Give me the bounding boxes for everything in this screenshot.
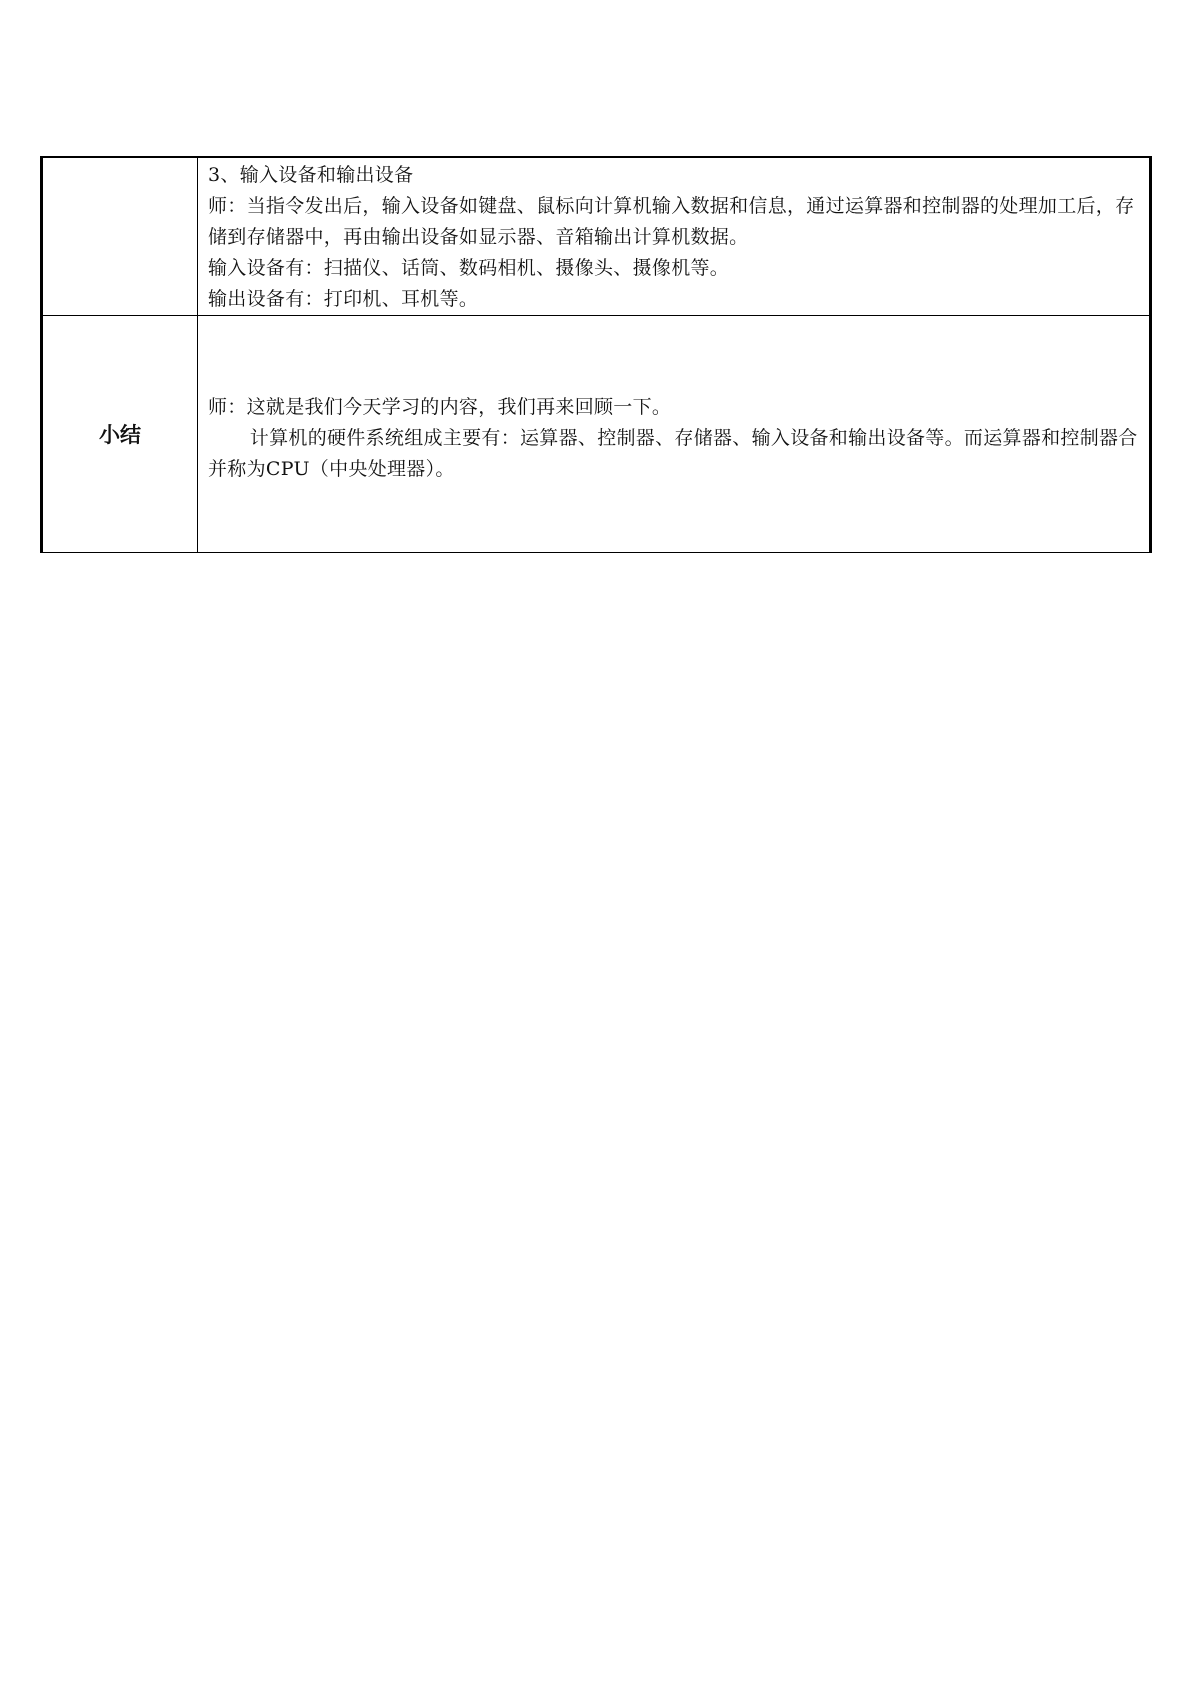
row-label-cell — [42, 157, 198, 316]
lesson-plan-table — [40, 156, 1152, 553]
summary-intro: 师：这就是我们今天学习的内容，我们再来回顾一下。 — [208, 396, 672, 418]
summary-label: 小结 — [99, 423, 141, 447]
row-content-cell — [198, 157, 1151, 316]
summary-content-cell — [198, 316, 1151, 553]
cell-text — [198, 158, 1149, 315]
section-heading: 3、输入设备和输出设备 — [208, 164, 414, 186]
table-row — [42, 157, 1151, 316]
table-row — [42, 316, 1151, 553]
summary-label-cell — [42, 316, 198, 553]
cell-text — [198, 316, 1149, 485]
teacher-paragraph: 师：当指令发出后，输入设备如键盘、鼠标向计算机输入数据和信息，通过运算器和控制器的处理加工后，存储到存储器中，再由输出设备如显示器、音箱输出计算机数据。 — [208, 195, 1135, 248]
output-devices-line: 输出设备有：打印机、耳机等。 — [208, 288, 479, 310]
input-devices-line: 输入设备有：扫描仪、话筒、数码相机、摄像头、摄像机等。 — [208, 257, 730, 279]
summary-paragraph: 计算机的硬件系统组成主要有：运算器、控制器、存储器、输入设备和输出设备等。而运算器和控制器合并称为CPU（中央处理器）。 — [208, 427, 1138, 480]
